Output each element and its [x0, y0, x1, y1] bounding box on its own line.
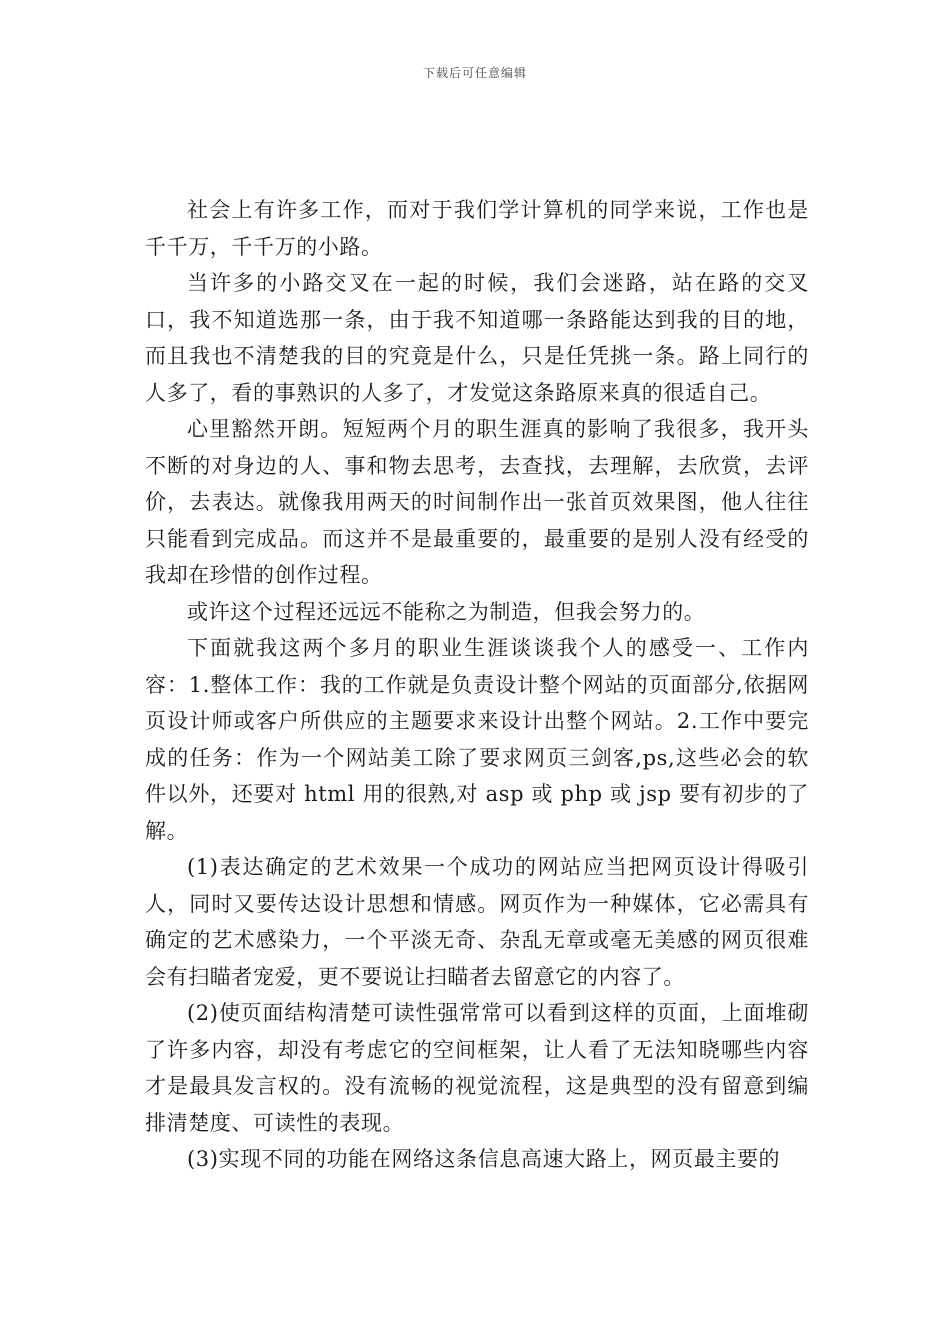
paragraph-6: (1)表达确定的艺术效果一个成功的网站应当把网页设计得吸引人，同时又要传达设计思想和情感。网页作为一种媒体，它必需具有确定的艺术感染力，一个平淡无奇、杂乱无章或毫无美感的网页很难会有扫瞄者宠爱，更不要说让扫瞄者去留意它的内容了。	[145, 855, 809, 989]
document-body	[145, 192, 809, 1178]
paragraph-3: 心里豁然开朗。短短两个月的职生涯真的影响了我很多，我开头不断的对身边的人、事和物去思考，去查找，去理解，去欣赏，去评价，去表达。就像我用两天的时间制作出一张首页效果图，他人往往只能看到完成品。而这并不是最重要的，最重要的是别人没有经受的我却在珍惜的创作过程。	[145, 417, 809, 587]
paragraph-1: 社会上有许多工作，而对于我们学计算机的同学来说，工作也是千千万，千千万的小路。	[145, 198, 809, 259]
page-header: 下载后可任意编辑	[422, 66, 527, 80]
paragraph-2: 当许多的小路交叉在一起的时候，我们会迷路，站在路的交叉口，我不知道选那一条，由于我不知道哪一条路能达到我的目的地，而且我也不清楚我的目的究竟是什么，只是任凭挑一条。路上同行的人多了，看的事熟识的人多了，才发觉这条路原来真的很适自己。	[145, 271, 809, 405]
paragraph-7: (2)使页面结构清楚可读性强常常可以看到这样的页面，上面堆砌了许多内容，却没有考虑它的空间框架，让人看了无法知晓哪些内容才是最具发言权的。没有流畅的视觉流程，这是典型的没有留意到编排清楚度、可读性的表现。	[145, 1001, 809, 1135]
paragraph-4: 或许这个过程还远远不能称之为制造，但我会努力的。	[187, 599, 706, 624]
paragraph-5: 下面就我这两个多月的职业生涯谈谈我个人的感受一、工作内容：1.整体工作：我的工作就是负责设计整个网站的页面部分,依据网页设计师或客户所供应的主题要求来设计出整个网站。2.工作中要完成的任务：作为一个网站美工除了要求网页三剑客,ps,这些必会的软件以外，还要对 html 用的很熟,对 asp 或 php 或 jsp 要有初步的了解。	[145, 636, 810, 843]
paragraph-8: (3)实现不同的功能在网络这条信息高速大路上，网页最主要的	[187, 1147, 781, 1171]
